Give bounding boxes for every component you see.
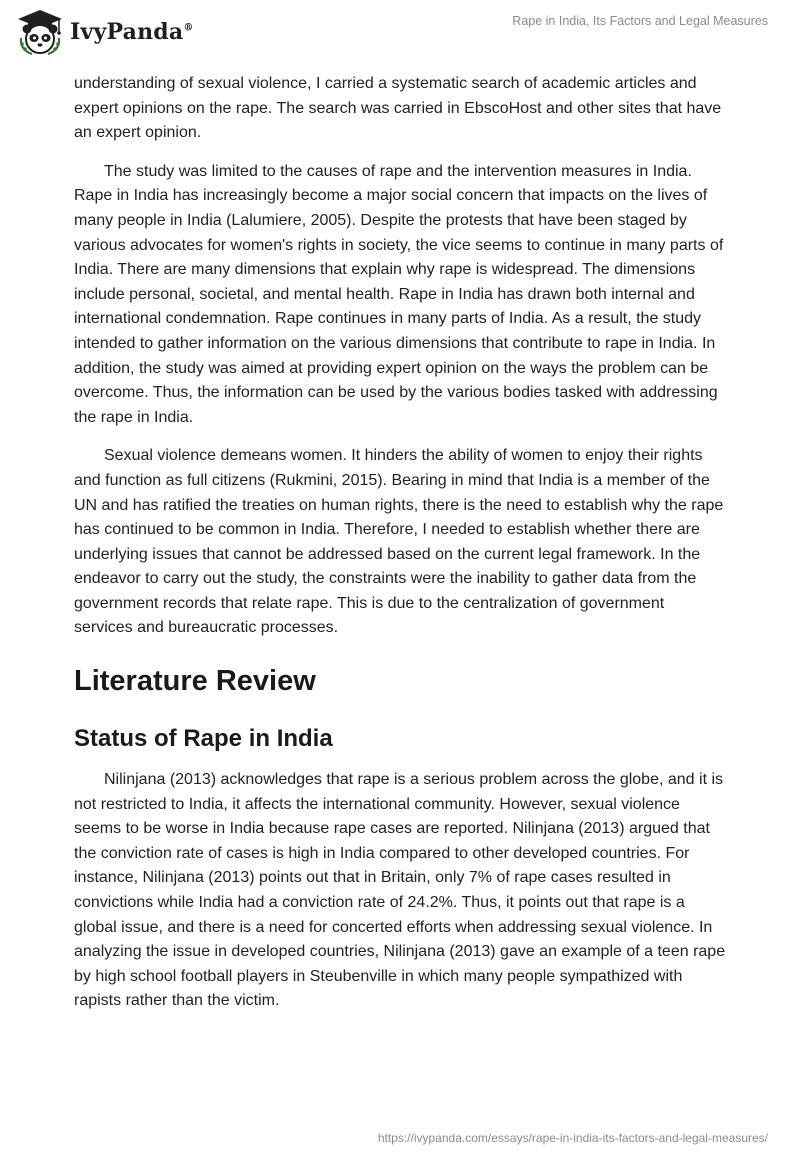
page-header — [0, 0, 800, 66]
paragraph-study-scope: The study was limited to the causes of rape and the intervention measures in India. Rape in India has increasingly become a major social concern that impacts on the lives of many people in India (Lalumiere, 2005). Despite the protests that have been staged by various advocates for women's rights in society, the vice seems to continue in many parts of India. There are many dimensions that explain why rape is widespread. The dimensions include personal, societal, and mental health. Rape in India has drawn both internal and international condemnation. Rape continues in many parts of India. As a result, the study intended to gather information on the various dimensions that contribute to rape in India. In addition, the study was aimed at providing expert opinion on the ways the problem can be overcome. Thus, the information can be used by the various bodies tasked with addressing the rape in India. — [74, 162, 724, 426]
paragraph-sexual-violence: Sexual violence demeans women. It hinders the ability of women to enjoy their rights and function as full citizens (Rukmini, 2015). Bearing in mind that India is a member of the UN and has ratified the treaties on human rights, there is the need to establish why the rape has continued to be common in India. Therefore, I needed to establish whether there are underlying issues that cannot be addressed based on the current legal framework. In the endeavor to carry out the study, the constraints were the inability to gather data from the government records that relate rape. This is due to the centralization of government services and bureaucratic processes. — [74, 447, 724, 637]
document-title: Rape in India, Its Factors and Legal Measures — [512, 14, 768, 28]
registered-mark: ® — [183, 22, 194, 34]
paragraph-continuation: understanding of sexual violence, I carried a systematic search of academic articles and expert opinions on the rape. The search was carried in EbscoHost and other sites that have an expert opinion. — [74, 75, 722, 142]
source-url[interactable]: https://ivypanda.com/essays/rape-in-india-its-factors-and-legal-measures/ — [377, 1131, 768, 1145]
paragraph-nilinjana: Nilinjana (2013) acknowledges that rape is a serious problem across the globe, and it is not restricted to India, it affects the international community. However, sexual violence seems to be worse in India because rape cases are reported. Nilinjana (2013) argued that the conviction rate of cases is high in India compared to other developed countries. For instance, Nilinjana (2013) points out that in Britain, only 7% of rape cases resulted in convictions while India had a conviction rate of 24.2%. Thus, it points out that rape is a global issue, and there is a need for concerted efforts when addressing sexual violence. In analyzing the issue in developed countries, Nilinjana (2013) gave an example of a teen rape by high school football players in Steubenville in which many people sympathized with rapists rather than the victim. — [74, 771, 726, 1010]
section-heading-literature-review: Literature Review — [74, 665, 316, 698]
panda-graduation-cap-icon — [14, 8, 66, 56]
subsection-heading-status-of-rape: Status of Rape in India — [74, 725, 333, 753]
essay-content — [74, 72, 726, 1028]
brand-name: IvyPanda® — [70, 19, 194, 45]
ivypanda-logo[interactable] — [14, 8, 194, 56]
